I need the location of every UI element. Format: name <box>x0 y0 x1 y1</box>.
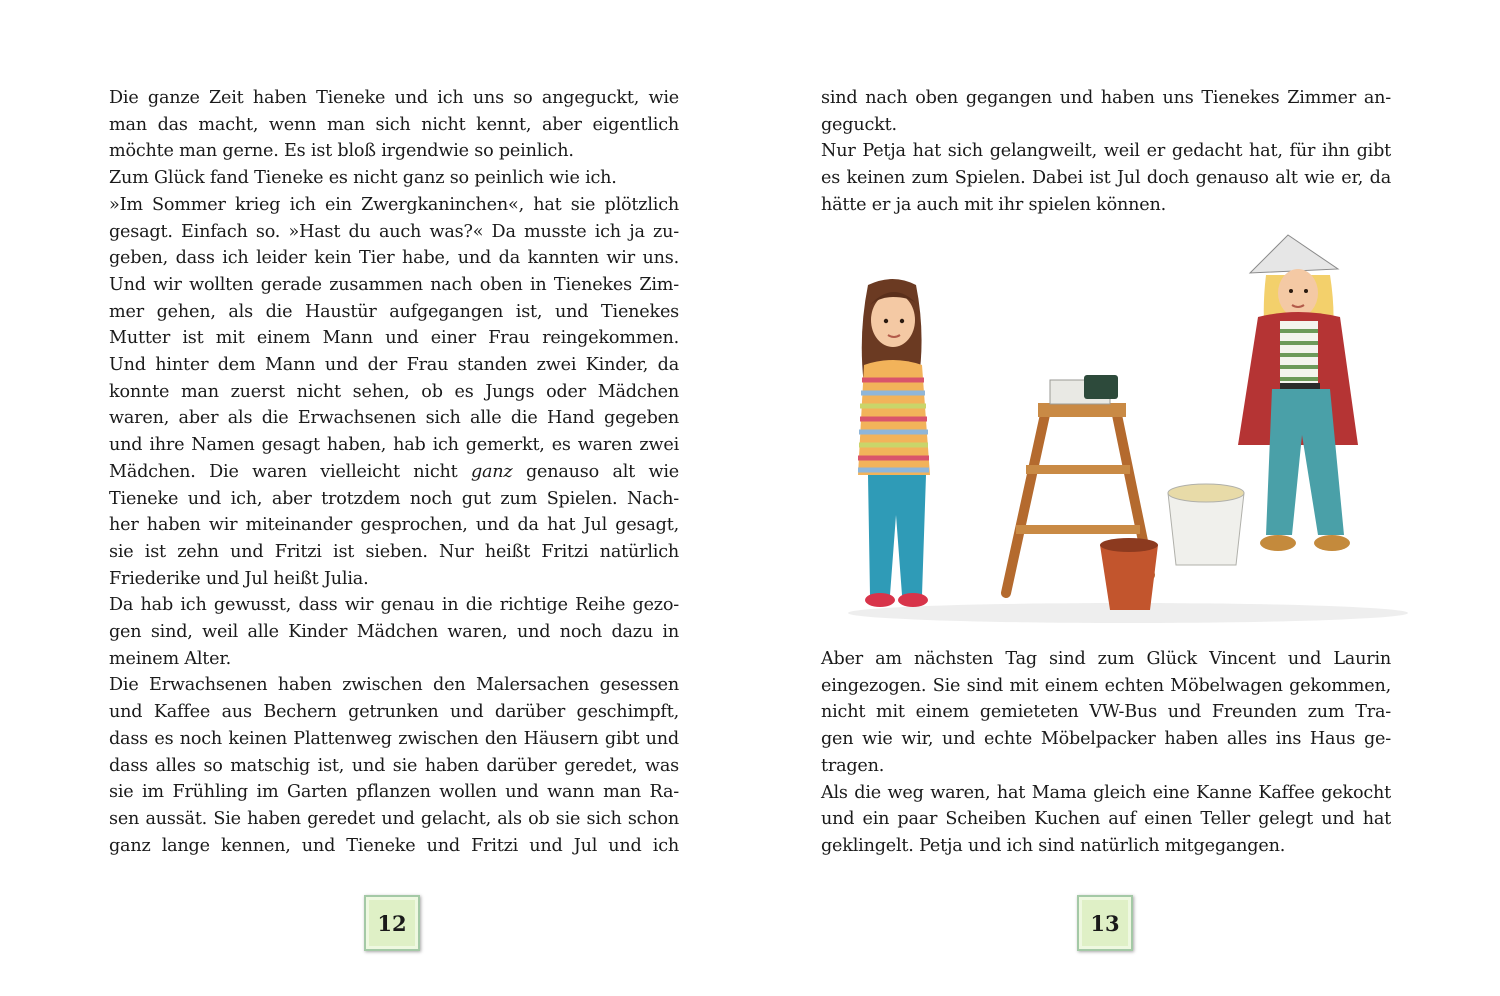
text-line: mer gehen, als die Haustür aufgegangen ist, und Tienekes <box>109 301 679 322</box>
right-page <box>750 0 1500 996</box>
text-line: Tieneke und ich, aber trotzdem noch gut zum Spielen. Nach- <box>109 488 679 509</box>
story-illustration <box>798 225 1466 630</box>
text-line: ganz lange kennen, und Tieneke und Fritzi und Jul und ich <box>109 835 679 856</box>
text-line: Und hinter dem Mann und der Frau standen zwei Kinder, da <box>109 355 679 376</box>
text-line: konnte man zuerst nicht sehen, ob es Jungs oder Mädchen <box>109 381 679 402</box>
text-line: Als die weg waren, hat Mama gleich eine Kanne Kaffee gekocht <box>821 782 1391 803</box>
text-line: und Kaffee aus Bechern getrunken und darüber geschimpft, <box>109 702 679 723</box>
text-line: her haben wir miteinander gesprochen, und da hat Jul gesagt, <box>109 515 679 536</box>
text-line: und ein paar Scheiben Kuchen auf einen Teller gelegt und hat <box>821 809 1391 830</box>
text-line: waren, aber als die Erwachsenen sich alle die Hand gegeben <box>109 408 679 429</box>
page-number-badge: 12 <box>364 895 420 951</box>
girl-striped-sweater-figure <box>858 279 930 607</box>
right-page-text-top <box>821 85 1391 219</box>
text-line: sie ist zehn und Fritzi ist sieben. Nur heißt Fritzi natürlich <box>109 541 679 562</box>
girl-paper-hat-figure <box>1238 235 1358 551</box>
text-line: sie im Frühling im Garten pflanzen wollen und wann man Ra- <box>109 782 679 803</box>
paint-buckets-figure <box>1100 484 1244 610</box>
text-line: Nur Petja hat sich gelangweilt, weil er gedacht hat, für ihn gibt <box>821 141 1391 162</box>
text-line: tragen. <box>821 755 885 776</box>
text-line-with-emphasis <box>109 459 679 486</box>
text-line: Friederike und Jul heißt Julia. <box>109 568 369 589</box>
text-line: Und wir wollten gerade zusammen nach oben in Tienekes Zim- <box>109 274 679 295</box>
text-line: Mutter ist mit einem Mann und einer Frau reingekommen. <box>109 328 679 349</box>
text-line: meinem Alter. <box>109 648 232 669</box>
page-number-badge: 13 <box>1077 895 1133 951</box>
text-line: gen sind, weil alle Kinder Mädchen waren, und noch dazu in <box>109 622 679 643</box>
text-line: und ihre Namen gesagt haben, hab ich gemerkt, es waren zwei <box>109 435 679 456</box>
text-line: »Im Sommer krieg ich ein Zwergkaninchen«, hat sie plötzlich <box>109 194 679 215</box>
text-line: gen wie wir, und echte Möbelpacker haben alles ins Haus ge- <box>821 729 1391 750</box>
text-line: dass alles so matschig ist, und sie haben darüber geredet, was <box>109 755 679 776</box>
text-segment: Mädchen. Die waren vielleicht nicht <box>109 461 471 482</box>
text-line: geklingelt. Petja und ich sind natürlich mitgegangen. <box>821 835 1286 856</box>
text-line: geben, dass ich leider kein Tier habe, und da kannten wir uns. <box>109 248 679 269</box>
text-line: Zum Glück fand Tieneke es nicht ganz so peinlich wie ich. <box>109 168 617 189</box>
text-line: sind nach oben gegangen und haben uns Tienekes Zimmer an- <box>821 88 1391 108</box>
text-line: eingezogen. Sie sind mit einem echten Möbelwagen gekommen, <box>821 675 1391 696</box>
text-line: dass es noch keinen Plattenweg zwischen den Häusern gibt und <box>109 728 679 749</box>
text-line: Aber am nächsten Tag sind zum Glück Vincent und Laurin <box>821 649 1391 669</box>
text-line: Die Erwachsenen haben zwischen den Malersachen gesessen <box>109 675 679 696</box>
text-segment: genauso alt wie <box>512 461 680 482</box>
text-line: geguckt. <box>821 114 897 135</box>
text-line: sen aussät. Sie haben geredet und gelacht, als ob sie sich schon <box>109 808 679 829</box>
text-line: Da hab ich gewusst, dass wir genau in die richtige Reihe gezo- <box>109 595 679 616</box>
left-page-text <box>109 85 679 859</box>
emphasized-word: ganz <box>470 461 513 482</box>
text-line: hätte er ja auch mit ihr spielen können. <box>821 194 1166 215</box>
text-line: man das macht, wenn man sich nicht kennt, aber eigentlich <box>109 114 679 135</box>
text-line: möchte man gerne. Es ist bloß irgendwie so peinlich. <box>109 141 574 162</box>
text-line: es keinen zum Spielen. Dabei ist Jul doch genauso alt wie er, da <box>821 168 1391 189</box>
text-line: nicht mit einem gemieteten VW-Bus und Freunden zum Tra- <box>821 702 1391 723</box>
text-line: gesagt. Einfach so. »Hast du auch was?« Da musste ich ja zu- <box>109 221 679 242</box>
text-line: Die ganze Zeit haben Tieneke und ich uns so angeguckt, wie <box>109 88 679 108</box>
right-page-text-bottom <box>821 646 1391 860</box>
